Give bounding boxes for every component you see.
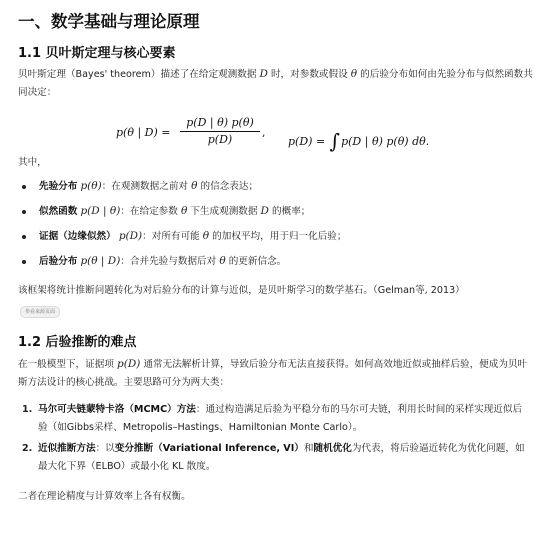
- item-term: 后验分布: [39, 256, 78, 267]
- intro-text-a: 贝叶斯定理（Bayes' theorem）描述了在给定观测数据: [18, 69, 260, 80]
- para-text-b: 通常无法解析计算，导致后验分布无法直接获得。如何高效地近似或抽样后验，便成为贝叶斯方法设计的核心挑战。主要思路可分为两大类：: [18, 359, 528, 388]
- formula-comma: ,: [262, 126, 266, 139]
- bullet-dot: [22, 210, 26, 214]
- item-bold-term: 变分推断（Variational Inference, VI）: [114, 443, 304, 454]
- item-math: p(D | θ): [80, 205, 121, 217]
- formula-evidence-lhs: p(D) =: [288, 135, 326, 148]
- formula-numerator: p(D | θ) p(θ): [180, 116, 260, 132]
- formula-lhs: p(θ | D) =: [116, 126, 171, 139]
- item-desc: 的信念表达；: [197, 181, 259, 192]
- difficulty-paragraph: [18, 356, 533, 391]
- formula-evidence-integrand: p(D | θ) p(θ) dθ.: [341, 135, 430, 148]
- bayes-formula: [0, 116, 545, 153]
- item-math: p(θ): [80, 180, 102, 192]
- item-desc: 下生成观测数据: [187, 206, 261, 217]
- item-desc: 为代表，将后验逼近转化为优化问题，如最大化下界（ELBO）或最小化 KL 散度。: [38, 443, 525, 472]
- item-term: 证据（边缘似然）: [39, 231, 116, 242]
- formula-fraction: [180, 116, 260, 147]
- item-desc: 的加权平均，用于归一化后验；: [209, 231, 347, 242]
- item-desc-math: θ: [219, 255, 226, 267]
- item-term: 近似推断方法: [38, 443, 96, 454]
- item-bold-term: 随机优化: [313, 443, 352, 454]
- item-term: 先验分布: [39, 181, 78, 192]
- formula-denominator: p(D): [207, 133, 233, 146]
- item-term: 似然函数: [39, 206, 78, 217]
- item-desc-math: θ: [180, 205, 188, 217]
- item-number: 1.: [22, 404, 33, 415]
- bayes-intro-paragraph: [18, 66, 533, 101]
- item-math: p(D): [118, 230, 143, 242]
- subsection-heading-1-2: 1.2 后验推断的难点: [18, 335, 137, 350]
- list-item-posterior: [18, 253, 533, 278]
- list-item-mcmc: [18, 401, 526, 436]
- list-item-evidence: [18, 228, 533, 253]
- intro-text-c: 的后验分布如何由先验分布与似然函数共同决定：: [18, 69, 533, 98]
- item-term: 马尔可夫链蒙特卡洛（MCMC）方法: [38, 404, 196, 415]
- subsection-heading-1-1: 1.1 贝叶斯定理与核心要素: [18, 46, 176, 61]
- item-desc: 的更新信念。: [225, 256, 287, 267]
- item-desc: ：在给定参数: [120, 206, 181, 217]
- item-math: p(θ | D): [80, 255, 121, 267]
- intro-math-d: D: [259, 68, 268, 80]
- item-desc: ：通过构造满足后验为平稳分布的马尔可夫链，利用长时间的采样实现近似后验（如Gibbs采样、Metropolis–Hastings、Hamiltonian Monte Carlo）。: [38, 404, 523, 433]
- list-item-prior: [18, 178, 533, 203]
- summary-paragraph: 该框架将统计推断问题转化为对后验分布的计算与近似，是贝叶斯学习的数学基石。（Gelman等, 2013）: [18, 285, 465, 296]
- bullet-dot: [22, 235, 26, 239]
- item-desc: 和: [303, 443, 314, 454]
- integral-symbol: ∫: [329, 129, 341, 153]
- item-desc-math: θ: [202, 230, 210, 242]
- para-math-evidence: p(D): [117, 358, 141, 370]
- item-number: 2.: [22, 443, 33, 454]
- list-item-likelihood: [18, 203, 533, 228]
- methods-list: [18, 401, 526, 479]
- item-desc: ：合并先验与数据后对: [120, 256, 220, 267]
- item-desc: ：在观测数据之前对: [101, 181, 192, 192]
- item-desc-math: D: [260, 205, 269, 217]
- item-desc: ：以: [95, 443, 115, 454]
- item-desc: 的概率；: [268, 206, 311, 217]
- among-label: 其中，: [18, 157, 47, 168]
- closing-paragraph: 二者在理论精度与计算效率上各有权衡。: [18, 491, 191, 502]
- bullet-dot: [22, 260, 26, 264]
- bullet-dot: [22, 185, 26, 189]
- item-desc: ：对所有可能: [142, 231, 203, 242]
- intro-math-theta: θ: [350, 68, 358, 80]
- formula-evidence: [288, 126, 430, 153]
- intro-text-b: 时，对参数或假设: [267, 69, 351, 80]
- list-item-approx-inference: [18, 440, 526, 475]
- bayes-components-list: [18, 178, 533, 278]
- source-reference-badge[interactable]: 参看来源页面: [20, 306, 60, 318]
- section-title: 一、数学基础与理论原理: [18, 12, 200, 31]
- item-desc-math: θ: [191, 180, 198, 192]
- para-text-a: 在一般模型下，证据项: [18, 359, 117, 370]
